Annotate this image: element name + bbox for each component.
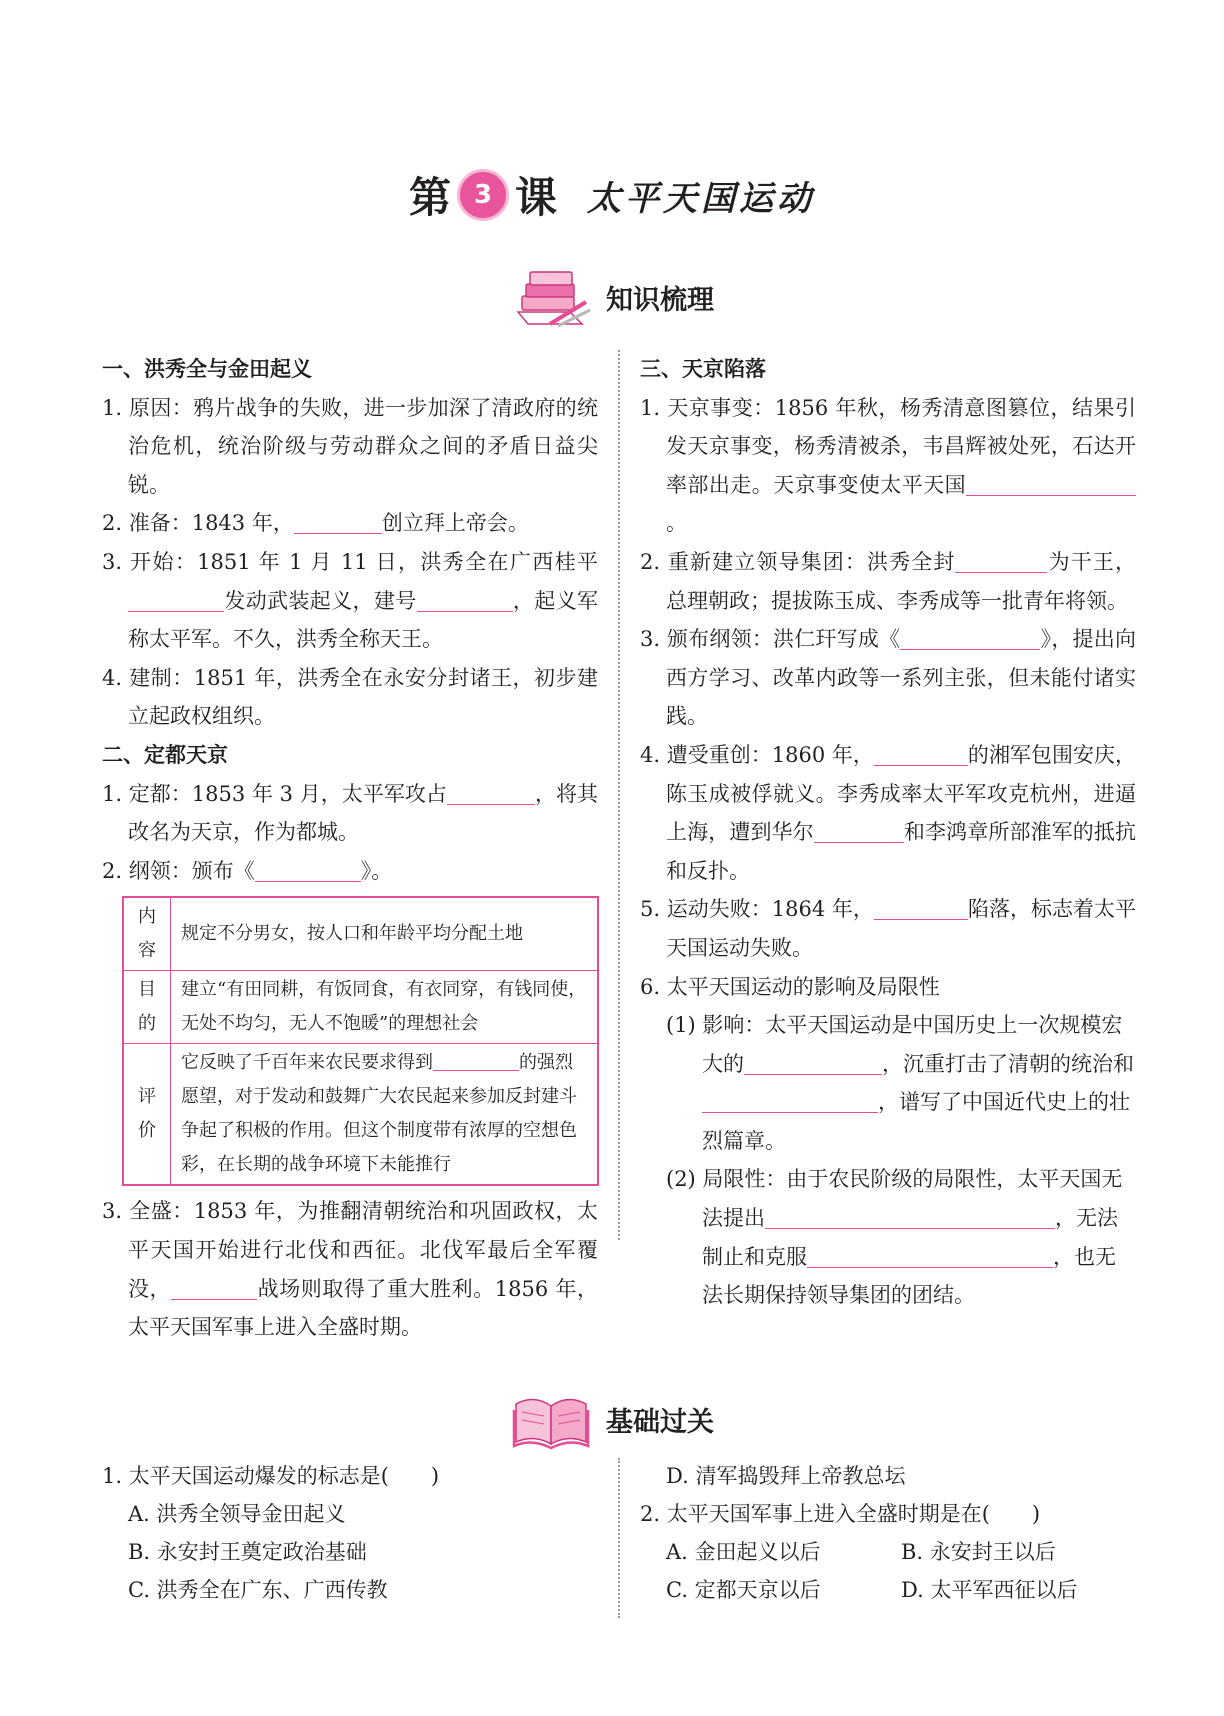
option-2c[interactable]: C. 定都天京以后 — [666, 1578, 821, 1602]
fill-blank[interactable] — [128, 589, 224, 612]
item-leadership: 2. 重新建立领导集团：洪秀全封 为干王，总理朝政；提拔陈玉成、李秀成等一批青年将领。 — [640, 549, 1136, 613]
heading-uprising: 一、洪秀全与金田起义 — [102, 357, 312, 381]
table-cell: 它反映了千百年来农民要求得到 的强烈愿望，对于发动和鼓舞广大农民起来参加反封建斗争起了积极的作用。但这个制度带有浓厚的空想色彩，在长期的战争环境下未能推行 — [171, 1044, 599, 1186]
section-header-knowledge — [0, 262, 1224, 332]
fill-blank[interactable] — [966, 473, 1136, 496]
lesson-number-badge: 3 — [457, 169, 509, 221]
fill-blank[interactable] — [702, 1090, 878, 1113]
item-peak: 3. 全盛：1853 年，为推翻清朝统治和巩固政权，太平天国开始进行北伐和西征。北伐军最后全军覆没， 战场则取得了重大胜利。1856 年，太平天国军事上进入全盛时期。 — [102, 1199, 598, 1340]
item-cause: 1. 原因：鸦片战争的失败，进一步加深了清政府的统治危机，统治阶级与劳动群众之间的矛盾日益尖锐。 — [102, 395, 598, 497]
land-system-table — [122, 896, 599, 1186]
item-capital: 1. 定都：1853 年 3 月，太平军攻占 ，将其改名为天京，作为都城。 — [102, 781, 598, 845]
fill-blank[interactable] — [744, 1052, 882, 1075]
option-1b[interactable]: B. 永安封王奠定政治基础 — [128, 1540, 367, 1564]
fill-blank[interactable] — [171, 1277, 257, 1300]
option-2a[interactable]: A. 金田起义以后 — [666, 1540, 821, 1564]
table-row — [123, 897, 598, 971]
option-1a[interactable]: A. 洪秀全领导金田起义 — [128, 1502, 346, 1526]
left-column — [102, 350, 598, 1347]
option-2d[interactable]: D. 太平军西征以后 — [901, 1578, 1078, 1602]
column-divider — [618, 350, 620, 1240]
fill-blank[interactable] — [955, 550, 1047, 573]
fill-blank[interactable] — [807, 1245, 1053, 1268]
item-failure: 5. 运动失败：1864 年， 陷落，标志着太平天国运动失败。 — [640, 897, 1136, 960]
lesson-name: 太平天国运动 — [587, 178, 816, 219]
books-icon — [510, 262, 592, 332]
table-cell: 规定不分男女，按人口和年龄平均分配土地 — [171, 897, 599, 971]
item-incident: 1. 天京事变：1856 年秋，杨秀清意图篡位，结果引发天京事变，杨秀清被杀，韦昌辉被处死，石达开率部出走。天京事变使太平天国。 — [640, 395, 1136, 536]
table-row — [123, 971, 598, 1044]
table-header-cell: 评价 — [123, 1044, 171, 1186]
right-column — [640, 350, 1136, 1315]
section-title-exercises: 基础过关 — [606, 1406, 714, 1438]
fill-blank[interactable] — [294, 511, 382, 534]
item-influence-heading: 6. 太平天国运动的影响及局限性 — [640, 974, 940, 999]
item-setback: 4. 遭受重创：1860 年， 的湘军包围安庆，陈玉成被俘就义。李秀成率太平军攻克杭州，进逼上海，遭到华尔 和李鸿章所部淮军的抵抗和反扑。 — [640, 742, 1137, 883]
fill-blank[interactable] — [874, 743, 968, 766]
item-establishment: 4. 建制：1851 年，洪秀全在永安分封诸王，初步建立起政权组织。 — [102, 665, 598, 729]
question-1: 1. 太平天国运动爆发的标志是( ) — [102, 1464, 440, 1488]
lesson-title — [0, 165, 1224, 225]
options-row — [640, 1533, 1136, 1571]
option-2b[interactable]: B. 永安封王以后 — [901, 1540, 1056, 1564]
title-suffix: 课 — [515, 173, 558, 222]
fill-blank[interactable] — [765, 1206, 1055, 1229]
exercises-right — [640, 1457, 1136, 1609]
table-header-cell: 内容 — [123, 897, 171, 971]
section-header-exercises — [0, 1384, 1224, 1454]
fill-blank[interactable] — [814, 820, 904, 843]
item-preparation: 2. 准备：1843 年， 创立拜上帝会。 — [102, 511, 529, 536]
fill-blank[interactable] — [900, 627, 1040, 650]
open-book-icon — [510, 1384, 592, 1454]
heading-fall: 三、天京陷落 — [640, 357, 766, 381]
table-cell: 建立“有田同耕，有饭同食，有衣同穿，有钱同使，无处不均匀，无人不饱暖”的理想社会 — [171, 971, 599, 1044]
heading-capital: 二、定都天京 — [102, 742, 228, 767]
fill-blank[interactable] — [447, 782, 535, 805]
item-limitation: (2) 局限性：由于农民阶级的局限性，太平天国无法提出 ，无法制止和克服 ，也无法长期保持领导集团的团结。 — [666, 1167, 1123, 1308]
table-header-cell: 目的 — [123, 971, 171, 1044]
item-start: 3. 开始：1851 年 1 月 11 日，洪秀全在广西桂平发动武装起义，建号 ，起义军称太平军。不久，洪秀全称天王。 — [102, 549, 599, 652]
item-influence: (1) 影响：太平天国运动是中国历史上一次规模宏大的 ，沉重打击了清朝的统治和，谱写了中国近代史上的壮烈篇章。 — [666, 1013, 1134, 1153]
question-2: 2. 太平天国军事上进入全盛时期是在( ) — [640, 1502, 1041, 1526]
options-row — [640, 1571, 1136, 1609]
item-new-program: 3. 颁布纲领：洪仁玕写成《 》，提出向西方学习、改革内政等一系列主张，但未能付诸实践。 — [640, 627, 1137, 729]
section-title-knowledge: 知识梳理 — [606, 284, 714, 316]
column-divider — [618, 1458, 620, 1618]
fill-blank[interactable] — [874, 897, 968, 920]
exercises-left — [102, 1457, 598, 1609]
fill-blank[interactable] — [433, 1050, 519, 1071]
option-1c[interactable]: C. 洪秀全在广东、广西传教 — [128, 1578, 388, 1602]
table-row — [123, 1044, 598, 1186]
fill-blank[interactable] — [255, 859, 361, 882]
title-prefix: 第 — [408, 173, 451, 222]
option-1d[interactable]: D. 清军捣毁拜上帝教总坛 — [666, 1464, 906, 1488]
fill-blank[interactable] — [417, 589, 513, 612]
item-program: 2. 纲领：颁布《 》。 — [102, 858, 393, 883]
